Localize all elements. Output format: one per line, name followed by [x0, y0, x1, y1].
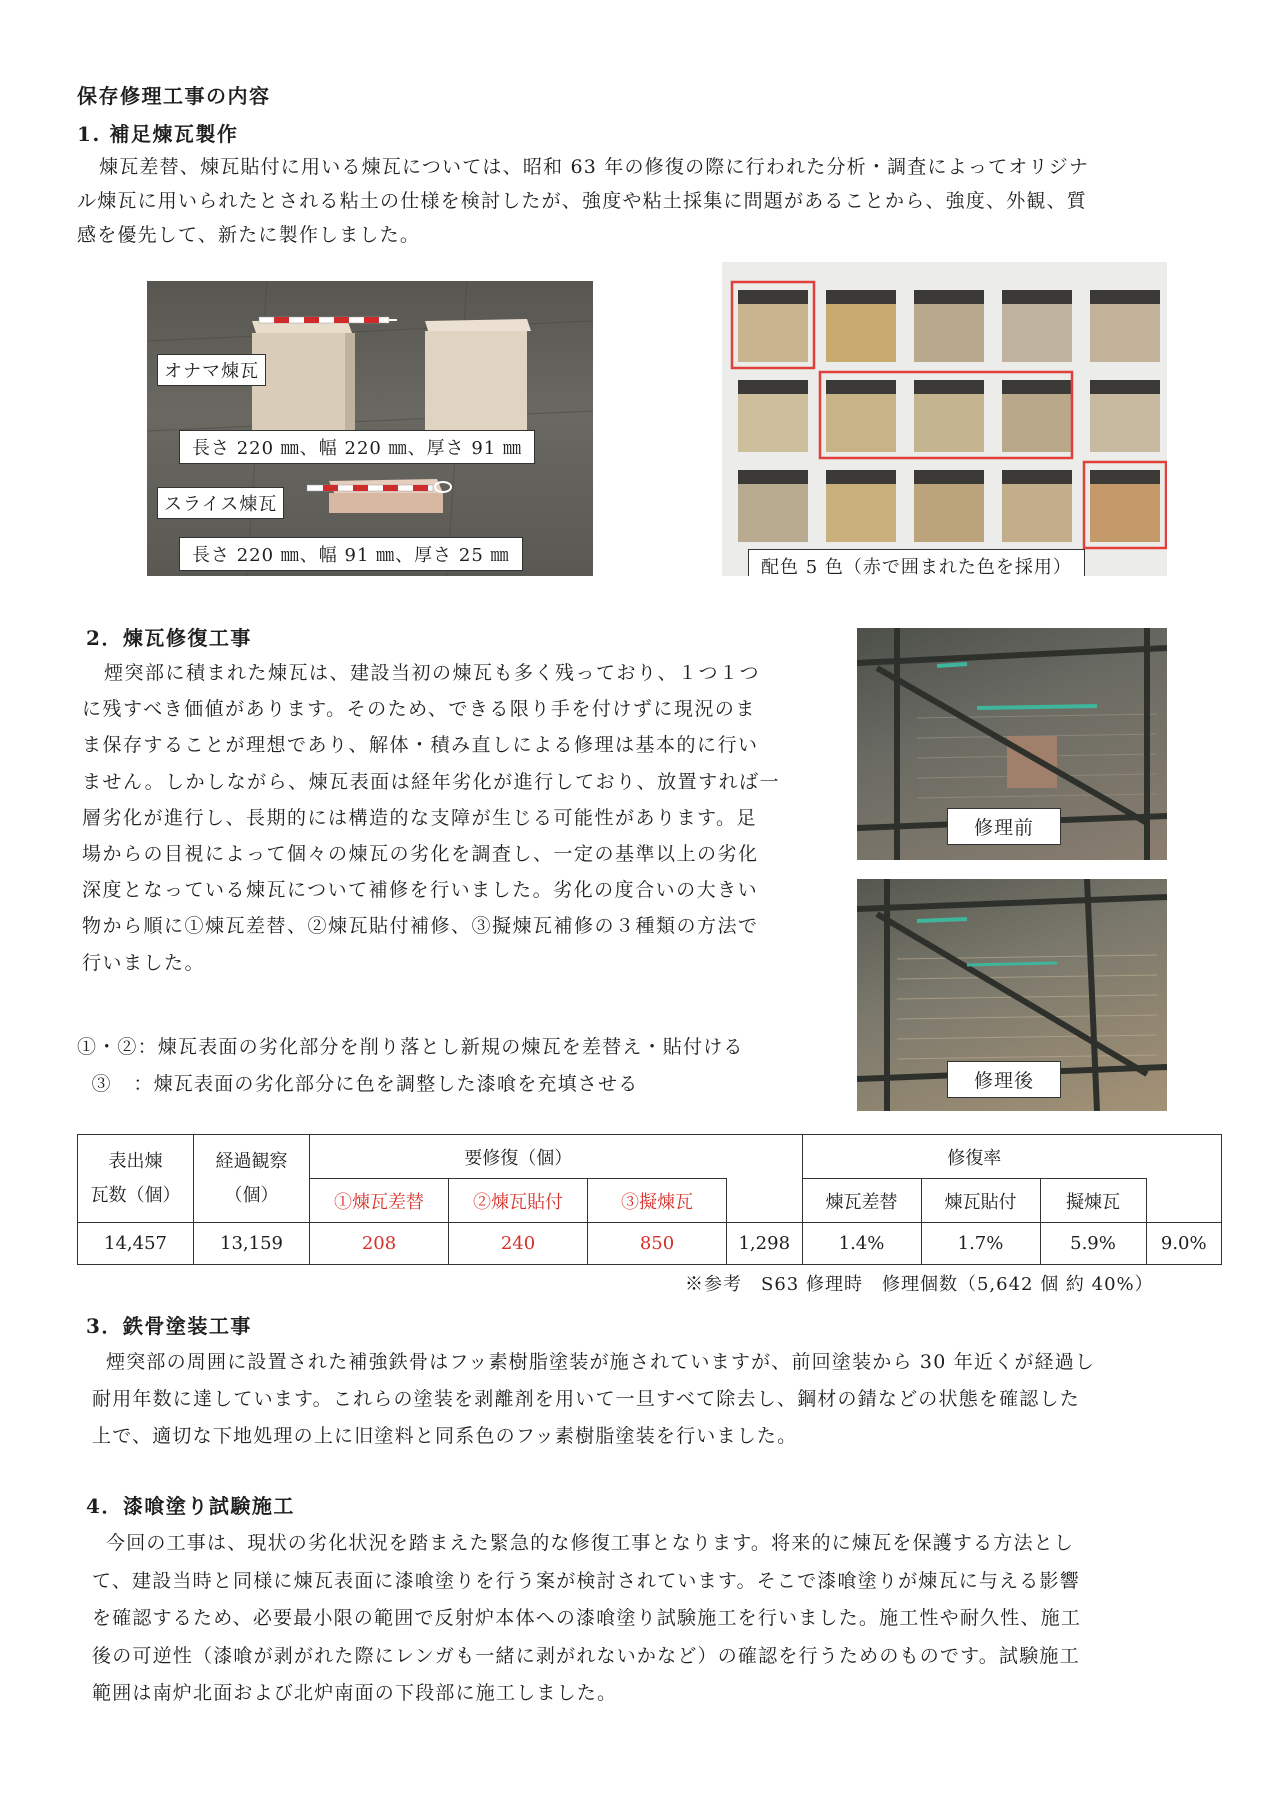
cell-need-total: 1,298 — [727, 1223, 803, 1265]
page-title: 保存修理工事の内容 — [77, 84, 271, 108]
text-line: 今回の工事は、現状の劣化状況を踏まえた緊急的な修復工事となります。将来的に煉瓦を保護する方法とし — [106, 1532, 1075, 1554]
cell-rate-attach: 1.7% — [921, 1223, 1040, 1265]
text-line: 行いました。 — [82, 951, 206, 974]
color-sample-row-1 — [738, 290, 1160, 362]
section2-body — [82, 655, 842, 981]
subheader-replace: ①煉瓦差替 — [310, 1179, 449, 1223]
label-slice-brick: スライス煉瓦 — [157, 487, 284, 519]
cell-rate-pseudo: 5.9% — [1040, 1223, 1146, 1265]
text-line: に残すべき価値があります。そのため、できる限り手を付けずに現況のま — [82, 698, 756, 721]
color-sample-row-2 — [738, 380, 1160, 452]
text-line: 深度となっている煉瓦について補修を行いました。劣化の度合いの大きい — [82, 879, 759, 902]
text-line: ル煉瓦に用いられたとされる粘土の仕様を検討したが、強度や粘土採集に問題があることから、強度、外観、質 — [77, 190, 1088, 212]
subheader-attach: ②煉瓦貼付 — [449, 1179, 588, 1223]
cell-observed-count: 13,159 — [194, 1223, 310, 1265]
after-repair-label: 修理後 — [947, 1061, 1061, 1098]
header-needs-repair: 要修復（個） — [310, 1135, 727, 1179]
text-line: 感を優先して、新たに製作しました。 — [77, 224, 421, 246]
cell-attach-count: 240 — [449, 1223, 588, 1265]
repair-statistics-table — [77, 1134, 1222, 1265]
text-line: 煉瓦差替、煉瓦貼付に用いる煉瓦については、昭和 63 年の修復の際に行われた分析・調査によってオリジナ — [99, 156, 1090, 178]
text-line: 耐用年数に達しています。これらの塗装を剥離剤を用いて一旦すべて除去し、鋼材の錆などの状態を確認した — [92, 1388, 1080, 1410]
header-text: 経過観察 — [215, 1150, 288, 1172]
subheader-rate-attach: 煉瓦貼付 — [921, 1179, 1040, 1223]
section1-body — [77, 150, 1217, 252]
color-sample-row-3 — [738, 470, 1160, 542]
header-text: （個） — [224, 1184, 279, 1206]
header-needs-repair-total-spacer — [727, 1135, 803, 1179]
text-line: 層劣化が進行し、長期的には構造的な支障が生じる可能性があります。足 — [82, 806, 757, 829]
text-line: 範囲は南炉北面および北炉南面の下段部に施工しました。 — [92, 1682, 618, 1704]
cell-replace-count: 208 — [310, 1223, 449, 1265]
text-line: 後の可逆性（漆喰が剥がれた際にレンガも一緒に剥がれないかなど）の確認を行うためのものです。試験施工 — [92, 1644, 1080, 1667]
subheader-rate-pseudo: 擬煉瓦 — [1040, 1179, 1146, 1223]
repair-methods — [77, 1029, 857, 1103]
after-repair-photo — [857, 879, 1167, 1111]
before-repair-photo — [857, 628, 1167, 860]
text-line: 煙突部の周囲に設置された補強鉄骨はフッ素樹脂塗装が施されていますが、前回塗装から 30 年近くが経過し — [106, 1351, 1096, 1373]
text-line: を確認するため、必要最小限の範囲で反射炉本体への漆喰塗り試験施工を行いました。施工性や耐久性、施工 — [92, 1607, 1082, 1629]
dims-slice-brick: 長さ 220 ㎜、幅 91 ㎜、厚さ 25 ㎜ — [179, 537, 523, 571]
text-line: 煙突部に積まれた煉瓦は、建設当初の煉瓦も多く残っており、１つ１つ — [104, 662, 761, 684]
color-samples-caption: 配色 5 色（赤で囲まれた色を採用） — [748, 549, 1085, 576]
section3-heading: 3．鉄骨塗装工事 — [86, 1314, 252, 1338]
text-line: 上で、適切な下地処理の上に旧塗料と同系色のフッ素樹脂塗装を行いました。 — [92, 1425, 798, 1447]
method-line-1-2: ①・②：煉瓦表面の劣化部分を削り落とし新規の煉瓦を差替え・貼付ける — [77, 1036, 744, 1058]
table-reference-note: ※参考 S63 修理時 修理個数（5,642 個 約 40%） — [685, 1274, 1154, 1295]
text-line: ま保存することが理想であり、解体・積み直しによる修理は基本的に行い — [82, 734, 759, 757]
cell-rate-replace: 1.4% — [802, 1223, 921, 1265]
text-line: 物から順に①煉瓦差替、②煉瓦貼付補修、③擬煉瓦補修の３種類の方法で — [82, 915, 759, 938]
cell-pseudo-count: 850 — [588, 1223, 727, 1265]
cell-exposed-count: 14,457 — [78, 1223, 194, 1265]
text-line: て、建設当時と同様に煉瓦表面に漆喰塗りを行う案が検討されています。そこで漆喰塗りが煉瓦に与える影響 — [92, 1569, 1080, 1592]
header-text: 瓦数（個） — [90, 1184, 181, 1206]
subheader-need-total-spacer — [727, 1179, 803, 1223]
header-text: 表出煉 — [108, 1150, 163, 1172]
cell-rate-total: 9.0% — [1146, 1223, 1222, 1265]
method-line-3: ③ ：煉瓦表面の劣化部分に色を調整した漆喰を充填させる — [77, 1073, 639, 1095]
header-repair-rate: 修復率 — [802, 1135, 1146, 1179]
header-exposed-bricks — [78, 1135, 194, 1223]
before-repair-label: 修理前 — [947, 808, 1061, 845]
header-repair-rate-total-spacer — [1146, 1135, 1222, 1179]
subheader-pseudo-brick: ③擬煉瓦 — [588, 1179, 727, 1223]
text-line: 場からの目視によって個々の煉瓦の劣化を調査し、一定の基準以上の劣化 — [82, 843, 759, 866]
text-line: ません。しかしながら、煉瓦表面は経年劣化が進行しており、放置すれば一 — [82, 770, 781, 793]
brick-color-samples-photo — [722, 262, 1167, 576]
section4-body — [92, 1525, 1232, 1713]
section1-heading: 1. 補足煉瓦製作 — [77, 122, 239, 146]
header-under-observation — [194, 1135, 310, 1223]
dims-namah-brick: 長さ 220 ㎜、幅 220 ㎜、厚さ 91 ㎜ — [179, 430, 535, 464]
section2-heading: 2．煉瓦修復工事 — [86, 626, 252, 650]
section4-heading: 4．漆喰塗り試験施工 — [86, 1494, 295, 1518]
label-namah-brick: オナマ煉瓦 — [157, 354, 266, 386]
subheader-rate-total-spacer — [1146, 1179, 1222, 1223]
section3-body — [92, 1344, 1232, 1455]
brick-sample-photo — [147, 281, 593, 576]
subheader-rate-replace: 煉瓦差替 — [802, 1179, 921, 1223]
